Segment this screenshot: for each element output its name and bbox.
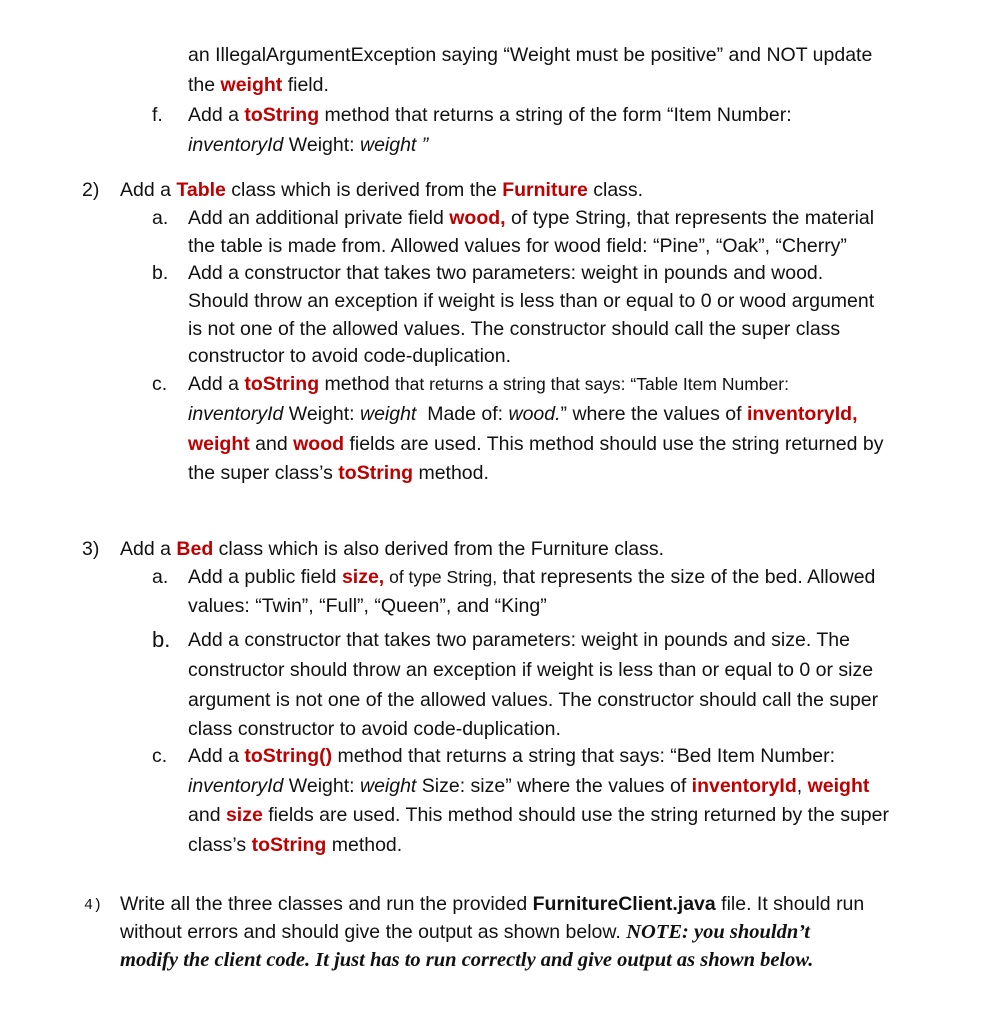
text-line: Write all the three classes and run the provided FurnitureClient.java file. It should run [120,893,865,915]
section-number: 2) [82,179,100,201]
text-line: Add an additional private field wood, of type String, that represents the material [188,207,875,229]
text-line: Add a toString() method that returns a string that says: “Bed Item Number: [188,745,836,767]
text-line: the table is made from. Allowed values for wood field: “Pine”, “Oak”, “Cherry” [188,235,847,257]
list-marker-c: c. [152,745,168,767]
text-line: is not one of the allowed values. The constructor should call the super class [188,318,841,340]
text-line: class constructor to avoid code-duplication. [188,718,561,740]
text-line: Add a toString method that returns a string that says: “Table Item Number: [188,373,789,395]
text-line: weight and wood fields are used. This method should use the string returned by [188,433,884,455]
keyword-table: Table [176,179,226,201]
text-line: and size fields are used. This method should use the string returned by the super [188,804,889,826]
keyword-inventoryid: inventoryId, [746,403,858,425]
keyword-furniture: Furniture [502,179,588,201]
keyword-tostring: toString [244,104,320,126]
section-number: 4) [84,897,103,914]
keyword-wood: wood, [449,207,506,229]
keyword-weight: weight [807,775,870,797]
text-line: constructor to avoid code-duplication. [188,345,512,367]
keyword-size: size, [341,566,385,588]
keyword-weight: weight [220,74,283,96]
text-line: Add a constructor that takes two parameters: weight in pounds and wood. [188,262,824,284]
keyword-tostring: toString [244,373,320,395]
keyword-size: size [225,804,263,826]
text-line: without errors and should give the output as shown below. NOTE: you shouldn’t [120,921,811,943]
keyword-tostring: toString [338,462,414,484]
list-marker-b: b. [152,627,171,652]
text-line: Should throw an exception if weight is less than or equal to 0 or wood argument [188,290,875,312]
text-line: the weight field. [188,74,329,96]
text-line: Add a public field size, of type String, that represents the size of the bed. Allowed [188,566,876,588]
filename: FurnitureClient.java [532,893,716,915]
text-line: an IllegalArgumentException saying “Weight must be positive” and NOT update [188,44,873,66]
text-line: class’s toString method. [188,834,403,856]
keyword-weight: weight [188,433,250,455]
text-line: values: “Twin”, “Full”, “Queen”, and “King” [188,595,547,617]
list-marker-c: c. [152,373,168,395]
text-line: the super class’s toString method. [188,462,489,484]
text-line: Add a constructor that takes two parameters: weight in pounds and size. The [188,629,850,651]
text-line: inventoryId Weight: weight Size: size” where the values of inventoryId, weight [188,775,870,797]
keyword-tostring: toString [251,834,327,856]
text-line: constructor should throw an exception if weight is less than or equal to 0 or size [188,659,874,681]
keyword-inventoryid: inventoryId [691,775,797,797]
list-marker-f: f. [152,104,163,126]
keyword-bed: Bed [176,538,214,560]
note: NOTE: you shouldn’t [626,921,811,943]
section-heading: Add a Table class which is derived from the Furniture class. [120,179,644,201]
text-line: argument is not one of the allowed values. The constructor should call the super [188,689,879,711]
section-heading: Add a Bed class which is also derived from the Furniture class. [120,538,665,560]
text-line: inventoryId Weight: weight ” [188,134,429,156]
text-line: Add a toString method that returns a string of the form “Item Number: [188,104,792,126]
keyword-wood: wood [293,433,345,455]
list-marker-b: b. [152,262,169,284]
list-marker-a: a. [152,566,169,588]
note: modify the client code. It just has to run correctly and give output as shown below. [120,949,814,971]
keyword-tostring: toString() [244,745,333,767]
text-line: inventoryId Weight: weight Made of: wood.” where the values of inventoryId, [188,403,858,425]
section-number: 3) [82,538,100,560]
list-marker-a: a. [152,207,169,229]
